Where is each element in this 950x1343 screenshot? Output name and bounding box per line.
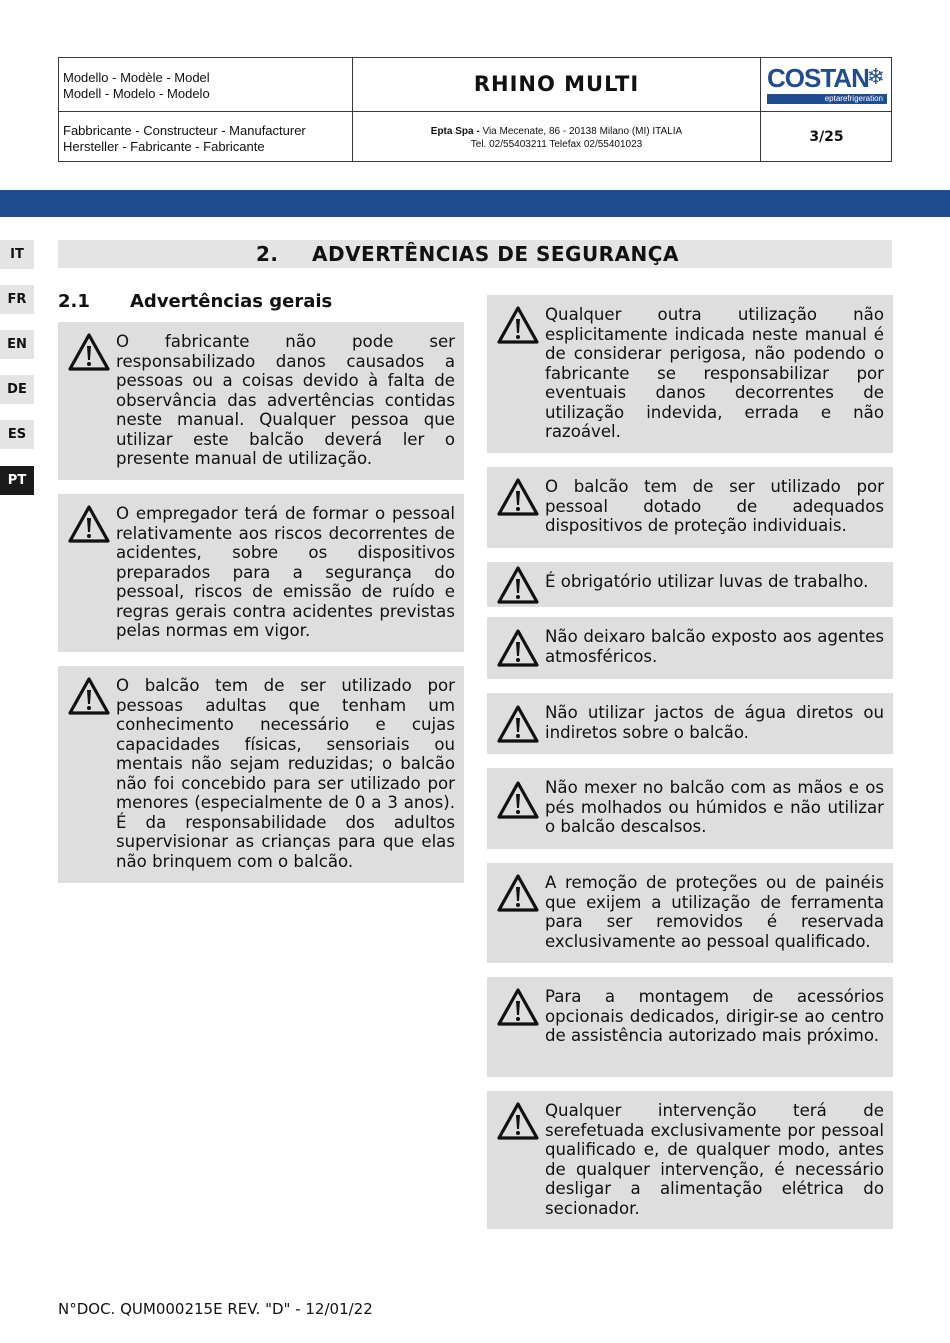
warning-triangle-icon xyxy=(496,477,540,517)
warning-box xyxy=(487,693,893,754)
warning-box xyxy=(487,863,893,963)
model-label xyxy=(63,70,348,102)
warning-text: Para a montagem de acessórios opcionais dedicados, dirigir-se ao centro de assistência autorizado mais próximo. xyxy=(545,987,884,1045)
manufacturer-company: Epta Spa - xyxy=(430,126,480,137)
manufacturer-contact: Tel. 02/55403211 Telefax 02/55401023 xyxy=(470,139,643,150)
document-footer: N°DOC. QUM000215E REV. "D" - 12/01/22 xyxy=(58,1300,373,1318)
manufacturer-info xyxy=(353,125,760,151)
subsection-title: Advertências gerais xyxy=(130,291,333,312)
subsection-number: 2.1 xyxy=(58,291,90,312)
manufacturer-label xyxy=(63,123,348,155)
warning-text: É obrigatório utilizar luvas de trabalho. xyxy=(545,572,869,591)
warning-text: O balcão tem de ser utilizado por pessoal dotado de adequados dispositivos de proteção individuais. xyxy=(545,477,884,535)
warning-box xyxy=(487,562,893,607)
lang-tab-en[interactable]: EN xyxy=(0,330,34,359)
warning-box xyxy=(487,467,893,548)
warning-triangle-icon xyxy=(67,676,111,716)
warning-triangle-icon xyxy=(496,628,540,668)
company-logo xyxy=(761,58,892,111)
warning-triangle-icon xyxy=(496,565,540,605)
warning-box xyxy=(487,1091,893,1229)
model-label-line-1: Modello - Modèle - Model xyxy=(63,70,210,85)
warning-text: Qualquer intervenção terá de serefetuada exclusivamente por pessoal qualificado e, de qualquer modo, antes de qualquer intervenção, é necessário desligar a alimentação elétrica do secionador. xyxy=(545,1101,884,1218)
page-number: 3/25 xyxy=(809,129,844,145)
warning-triangle-icon xyxy=(496,1101,540,1141)
logo-subtitle: eptarefrigeration xyxy=(767,94,887,104)
header-divider xyxy=(59,111,891,112)
snowflake-icon: ❄ xyxy=(866,65,885,90)
warning-triangle-icon xyxy=(67,332,111,372)
section-title: ADVERTÊNCIAS DE SEGURANÇA xyxy=(312,242,679,266)
lang-tab-fr[interactable]: FR xyxy=(0,285,34,314)
section-heading xyxy=(58,240,892,268)
warning-box xyxy=(487,295,893,453)
warning-text: Não deixaro balcão exposto aos agentes atmosféricos. xyxy=(545,627,884,666)
warning-text: A remoção de proteções ou de painéis que exijem a utilização de ferramenta para ser removidos é reservada exclusivamente ao pessoal qualificado. xyxy=(545,873,884,951)
document-header xyxy=(58,57,892,162)
warning-triangle-icon xyxy=(496,780,540,820)
header-band xyxy=(0,190,950,217)
warning-triangle-icon xyxy=(67,504,111,544)
section-number: 2. xyxy=(256,242,279,266)
warning-box xyxy=(487,768,893,849)
logo-text: COSTAN xyxy=(767,63,869,93)
subsection-heading xyxy=(58,290,333,314)
lang-tab-pt[interactable]: PT xyxy=(0,466,34,495)
warning-triangle-icon xyxy=(496,873,540,913)
warning-text: Qualquer outra utilização não esplicitamente indicada neste manual é de considerar perigosa, não podendo o fabricante se responsabilizar por eventuais danos decorrentes de utilização indevida, errada e não razoável. xyxy=(545,305,884,441)
warning-box xyxy=(58,666,464,883)
warning-text: O empregador terá de formar o pessoal relativamente aos riscos decorrentes de acidentes, sobre os dispositivos preparados para a segurança do pessoal, riscos de emissão de ruído e regras gerais contra acidentes previstas pelas normas em vigor. xyxy=(116,504,455,640)
costan-logo xyxy=(767,64,887,104)
warning-triangle-icon xyxy=(496,305,540,345)
warning-box xyxy=(487,617,893,679)
model-name: RHINO MULTI xyxy=(473,72,640,96)
warning-text: Não mexer no balcão com as mãos e os pés molhados ou húmidos e não utilizar o balcão descalsos. xyxy=(545,778,884,836)
manufacturer-address: Via Mecenate, 86 - 20138 Milano (MI) ITALIA xyxy=(479,126,683,137)
warning-text: Não utilizar jactos de água diretos ou indiretos sobre o balcão. xyxy=(545,703,884,742)
warning-box xyxy=(58,322,464,480)
model-label-line-2: Modell - Modelo - Modelo xyxy=(63,86,210,101)
manufacturer-label-line-2: Hersteller - Fabricante - Fabricante xyxy=(63,139,265,154)
warning-text: O fabricante não pode ser responsabilizado danos causados a pessoas ou a coisas devido à falta de observância das advertências contidas neste manual. Qualquer pessoa que utilizar este balcão deverá ler o presente manual de utilização. xyxy=(116,332,455,468)
warning-box xyxy=(58,494,464,652)
warning-box xyxy=(487,977,893,1077)
warning-triangle-icon xyxy=(496,987,540,1027)
lang-tab-de[interactable]: DE xyxy=(0,375,34,404)
warning-triangle-icon xyxy=(496,704,540,744)
warning-text: O balcão tem de ser utilizado por pessoas adultas que tenham um conhecimento necessário e cujas capacidades físicas, sensoriais ou mentais não sejam reduzidas; o balcão não foi concebido para ser utilizado por menores (especialmente de 0 a 3 anos). É da responsabilidade dos adultos supervisionar as crianças para que elas não brinquem com o balcão. xyxy=(116,676,455,871)
lang-tab-es[interactable]: ES xyxy=(0,420,34,449)
lang-tab-it[interactable]: IT xyxy=(0,240,34,269)
manufacturer-label-line-1: Fabbricante - Constructeur - Manufacturer xyxy=(63,123,306,138)
